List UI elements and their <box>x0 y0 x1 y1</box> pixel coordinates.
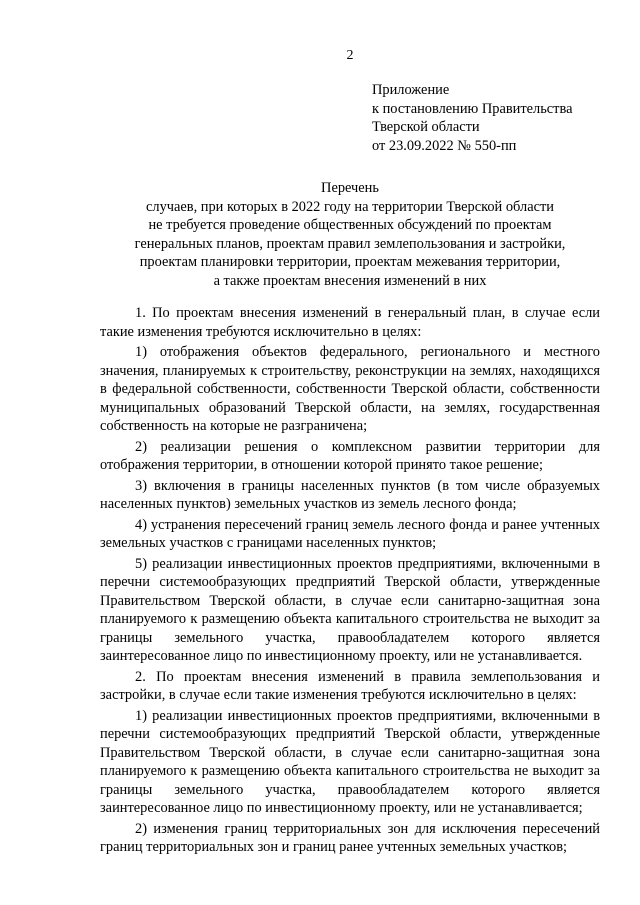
paragraph: 2) изменения границ территориальных зон для исключения пересечений границ территориальных зон и границ ранее учтенных земельных участков; <box>100 820 600 855</box>
title-line: случаев, при которых в 2022 году на территории Тверской области <box>146 198 554 215</box>
paragraph: 2. По проектам внесения изменений в правила землепользования и застройки, в случае если такие изменения требуются исключительно в целях: <box>100 668 600 703</box>
appendix-line: Тверской области <box>372 119 480 135</box>
paragraph: 1) отображения объектов федерального, регионального и местного значения, планируемых к строительству, реконструкции на землях, находящихся в федеральной собственности, собственности Тверской области, собственности муниципальных образований Тверской области, на землях, государственная собственность на которые не разграничена; <box>100 344 600 434</box>
title-line: проектам планировки территории, проектам межевания территории, <box>139 254 561 271</box>
title-line: генеральных планов, проектам правил землепользования и застройки, <box>134 235 566 252</box>
document-title <box>100 179 600 291</box>
title-line: не требуется проведение общественных обсуждений по проектам <box>148 217 552 234</box>
paragraph: 1. По проектам внесения изменений в генеральный план, в случае если такие изменения требуются исключительно в целях: <box>100 305 600 340</box>
paragraph: 4) устранения пересечений границ земель лесного фонда и ранее учтенных земельных участков с границами населенных пунктов; <box>100 516 600 551</box>
paragraph: 5) реализации инвестиционных проектов предприятиями, включенными в перечни системообразующих предприятий Тверской области, утвержденные Правительством Тверской области, в случае если санитарно-защитная зона планируемого к размещению объекта капитального строительства не выходит за границы земельного участка, правообладателем которого является заинтересованное лицо по инвестиционному проекту, или не устанавливается. <box>100 555 600 664</box>
appendix-line: к постановлению Правительства <box>372 100 573 117</box>
paragraph: 1) реализации инвестиционных проектов предприятиями, включенными в перечни системообразующих предприятий Тверской области, утвержденные Правительством Тверской области, в случае если санитарно-защитная зона планируемого к размещению объекта капитального строительства не выходит за границы земельного участка, правообладателем которого является заинтересованное лицо по инвестиционному проекту, или не устанавливается; <box>100 707 600 816</box>
paragraph: 3) включения в границы населенных пунктов (в том числе образуемых населенных пунктов) земельных участков из земель лесного фонда; <box>100 477 600 512</box>
appendix-header <box>372 81 572 155</box>
title-line: а также проектам внесения изменений в них <box>213 272 487 289</box>
page-number: 2 <box>346 48 354 63</box>
paragraph: 2) реализации решения о комплексном развитии территории для отображения территории, в отношении которой принято такое решение; <box>100 438 600 473</box>
title-heading: Перечень <box>321 180 379 196</box>
appendix-line: от 23.09.2022 № 550-пп <box>372 137 517 154</box>
appendix-line: Приложение <box>372 82 450 98</box>
document-body <box>100 304 600 857</box>
